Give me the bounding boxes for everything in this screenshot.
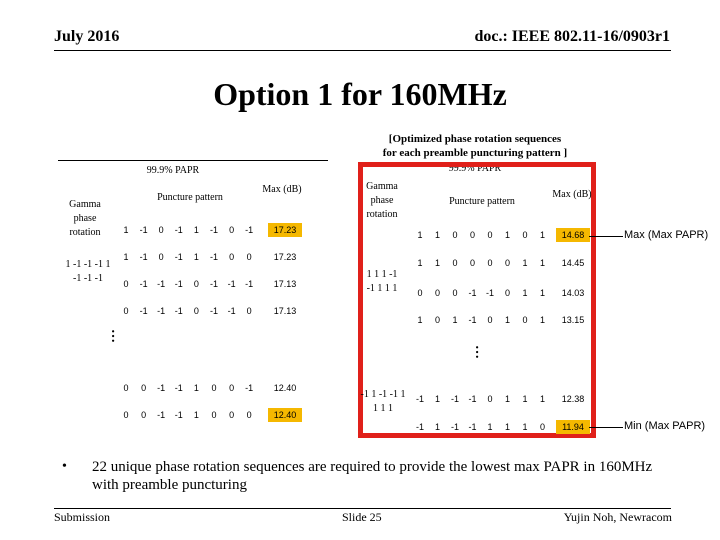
left-table-cell: -1 [209,225,218,235]
left-table-cell: 1 [193,383,199,393]
right-table-cell: 1 [539,288,545,298]
left-table-cell: 1 [193,252,199,262]
right-table-cell: 1 [434,258,440,268]
right-table-max-value: 14.68 [556,228,590,242]
right-caption [350,132,600,160]
right-table-cell: 1 [504,394,510,404]
right-table-cell: 1 [417,230,423,240]
right-table-cell: 0 [504,258,510,268]
left-table-cell: 0 [158,252,164,262]
right-table-cell: 1 [417,315,423,325]
left-table-cell: -1 [139,252,148,262]
right-table-cell: 0 [522,315,528,325]
left-table-cell: 0 [246,306,252,316]
header-date: July 2016 [54,28,120,45]
right-table-max-value: 14.03 [561,288,585,298]
right-table-cell: 1 [487,422,493,432]
left-table-max-value: 17.23 [268,223,302,237]
left-table-cell: 0 [229,383,235,393]
left-table-cell: -1 [157,410,166,420]
right-table-cell: 0 [417,288,423,298]
left-table-cell: -1 [157,279,166,289]
left-table-cell: -1 [209,279,218,289]
right-table-max-value: 13.15 [561,315,585,325]
right-table-cell: 0 [469,230,475,240]
left-table-cell: -1 [174,279,183,289]
right-table-cell: 0 [452,288,458,298]
right-table-cell: 1 [504,230,510,240]
footer-slide-number: Slide 25 [342,510,382,524]
right-table-cell: 0 [504,288,510,298]
right-table-cell: 0 [487,394,493,404]
left-table-cell: 1 [193,410,199,420]
right-table-cell: 0 [452,258,458,268]
right-col-pattern-header: Puncture pattern [449,196,515,207]
right-table-cell: 1 [417,258,423,268]
left-table-cell: 0 [193,306,199,316]
right-table-cell: 1 [452,315,458,325]
right-gamma-top: 1 1 1 -1 -1 1 1 1 [366,269,398,294]
footer-author: Yujin Noh, Newracom [563,510,672,524]
right-table-cell: -1 [485,288,494,298]
left-table-cell: -1 [245,383,254,393]
left-table-cell: 0 [229,225,235,235]
right-table-cell: 1 [504,315,510,325]
left-table-cell: -1 [157,306,166,316]
right-table-cell: 0 [522,230,528,240]
right-table-max-value: 11.94 [556,420,590,434]
bullet-marker: • [62,459,67,474]
right-table-cell: 0 [539,422,545,432]
left-gamma-value: 1 -1 -1 -1 1 -1 -1 -1 [65,259,111,284]
left-table-cell: 0 [123,306,129,316]
left-table-cell: -1 [245,225,254,235]
right-table-cell: 1 [522,258,528,268]
right-table-cell: -1 [468,288,477,298]
right-table-cell: 0 [487,230,493,240]
left-table-cell: -1 [157,383,166,393]
left-table-cell: 1 [193,225,199,235]
left-table-cell: -1 [174,225,183,235]
left-table-cell: 0 [211,410,217,420]
right-table-cell: 1 [504,422,510,432]
left-col-gamma-header: Gamma phase rotation [69,199,101,238]
min-pointer-line [589,427,623,428]
right-table-cell: 1 [434,394,440,404]
left-table-top-rule [58,160,328,161]
left-table-cell: -1 [245,279,254,289]
left-table-cell: 0 [211,383,217,393]
right-ellipsis: … [472,345,487,359]
right-caption-line1: [Optimized phase rotation sequences [388,133,562,145]
right-col-max-header: Max (dB) [552,189,592,200]
left-table-cell: 0 [246,252,252,262]
left-table-cell: -1 [174,383,183,393]
left-table-max-value: 17.13 [273,279,297,289]
left-table-max-value: 12.40 [268,408,302,422]
left-table-cell: -1 [227,279,236,289]
right-col-gamma-header: Gamma phase rotation [366,181,398,220]
left-table-cell: -1 [174,410,183,420]
right-table-cell: 1 [539,315,545,325]
footer-submission: Submission [54,510,111,524]
left-table-cell: -1 [174,252,183,262]
left-table-cell: 0 [141,410,147,420]
left-table-caption: 99.9% PAPR [146,165,200,176]
right-table-cell: -1 [468,394,477,404]
right-table-cell: 1 [539,394,545,404]
left-table-cell: 0 [229,410,235,420]
left-table-cell: 0 [229,252,235,262]
header-rule [54,50,671,51]
right-table-cell: -1 [450,422,459,432]
left-table-cell: -1 [174,306,183,316]
right-table-cell: -1 [415,394,424,404]
right-table-cell: 1 [522,394,528,404]
left-table-cell: 0 [123,410,129,420]
left-table-cell: 0 [123,279,129,289]
left-table-max-value: 17.13 [273,306,297,316]
left-table-max-value: 12.40 [273,383,297,393]
left-table-cell: 0 [123,383,129,393]
left-table-cell: 0 [193,279,199,289]
left-table-cell: -1 [209,252,218,262]
right-table-cell: 0 [452,230,458,240]
left-table-cell: 0 [158,225,164,235]
right-table-cell: 1 [522,288,528,298]
right-table-cell: 1 [522,422,528,432]
left-table-cell: -1 [139,306,148,316]
right-caption-line2: for each preamble puncturing pattern ] [382,147,568,159]
left-table-cell: -1 [227,306,236,316]
left-table-cell: -1 [209,306,218,316]
left-table-cell: -1 [139,225,148,235]
right-table-cell: 1 [539,230,545,240]
right-table-cell: -1 [468,315,477,325]
left-table-max-value: 17.23 [273,252,297,262]
right-table-cell: 1 [539,258,545,268]
left-table-cell: 0 [246,410,252,420]
max-pointer-line [589,236,623,237]
left-ellipsis: … [108,329,123,343]
left-table-cell: 1 [123,252,129,262]
right-table-max-value: 12.38 [561,394,585,404]
right-table-cell: -1 [450,394,459,404]
header-doc-id: doc.: IEEE 802.11-16/0903r1 [474,28,670,45]
right-gamma-bottom: -1 1 -1 -1 1 1 1 1 [360,389,406,414]
left-table-cell: -1 [139,279,148,289]
right-table-cell: -1 [415,422,424,432]
right-table-cell: 0 [434,288,440,298]
right-table-caption: 99.9% PAPR [448,163,502,174]
label-min-max-papr: Min (Max PAPR) [624,420,706,432]
right-table-cell: 1 [434,422,440,432]
left-col-pattern-header: Puncture pattern [157,192,223,203]
footer-rule [54,508,671,509]
right-table-cell: 0 [487,315,493,325]
right-table-cell: 0 [469,258,475,268]
right-table-max-value: 14.45 [561,258,585,268]
bullet-text: 22 unique phase rotation sequences are required to provide the lowest max PAPR in 160MHz with preamble puncturing [92,459,653,493]
right-table-cell: -1 [468,422,477,432]
slide-title: Option 1 for 160MHz [213,76,507,112]
right-table-cell: 0 [434,315,440,325]
label-max-max-papr: Max (Max PAPR) [624,229,709,241]
left-table-cell: 0 [141,383,147,393]
right-table-cell: 1 [434,230,440,240]
left-table-cell: 1 [123,225,129,235]
left-col-max-header: Max (dB) [262,184,302,195]
right-table-cell: 0 [487,258,493,268]
